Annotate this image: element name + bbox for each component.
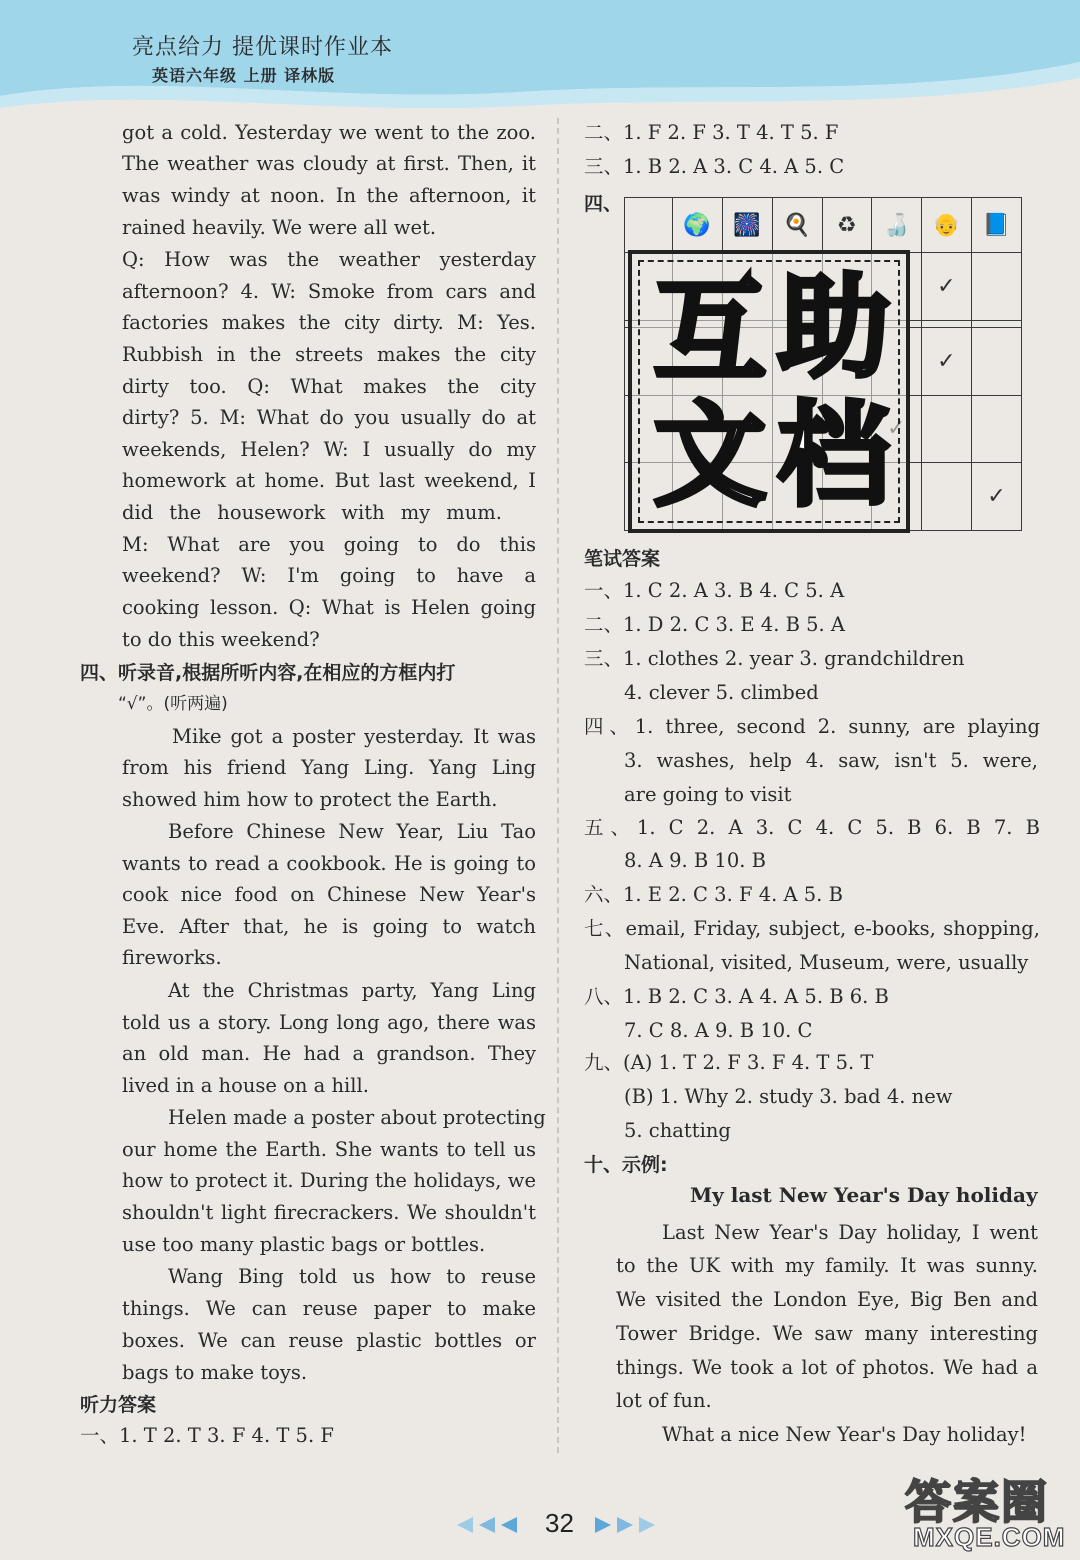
text-line: M: What are you going to do this [122, 533, 536, 556]
text-line: lived in a house on a hill. [122, 1074, 369, 1097]
text-line: to do this weekend? [122, 628, 320, 651]
text-line: an old man. He had a grandson. They [122, 1042, 536, 1065]
answer-line: 三、1. B 2. A 3. C 4. A 5. C [584, 155, 845, 178]
text-line: Wang Bing told us how to reuse [168, 1265, 536, 1288]
watermark-stamp [628, 250, 910, 533]
text-line: our home the Earth. She wants to tell us [122, 1138, 536, 1161]
cooking-picture-icon: 🍳 [772, 198, 822, 253]
text-line: bags to make toys. [122, 1361, 308, 1384]
text-line: told us a story. Long long ago, there was [122, 1011, 536, 1034]
text-line: afternoon? 4. W: Smoke from cars and [122, 280, 536, 303]
grandpa-picture-icon: 👴 [921, 198, 971, 253]
watermark-logo-text: 答案圈 [905, 1475, 1049, 1529]
essay-line: things. We took a lot of photos. We had a [616, 1356, 1038, 1379]
column-divider [557, 118, 559, 1453]
text-line: dirty? 5. M: What do you usually do at [122, 406, 536, 429]
book-subtitle: 英语六年级 上册 译林版 [152, 66, 336, 85]
watermark-url: MXQE.COM [913, 1522, 1066, 1552]
page-footer [455, 1508, 675, 1542]
text-line: Helen made a poster about protecting [168, 1106, 546, 1129]
text-line: wants to read a cookbook. He is going to [122, 852, 536, 875]
text-line: Eve. After that, he is going to watch [122, 915, 536, 938]
essay-title: My last New Year's Day holiday [690, 1183, 1038, 1207]
answer-line: 九、(A) 1. T 2. F 3. F 4. T 5. T [584, 1051, 874, 1074]
answer-line: 六、1. E 2. C 3. F 4. A 5. B [584, 883, 843, 906]
site-watermark [905, 1466, 1075, 1556]
text-line: from his friend Yang Ling. Yang Ling [122, 756, 536, 779]
section-heading-cont: “√”。(听两遍) [118, 694, 228, 714]
recycle-picture-icon: ♻ [822, 198, 871, 253]
text-line: Before Chinese New Year, Liu Tao [168, 820, 536, 843]
answer-line: 5. chatting [624, 1119, 731, 1142]
globe-picture-icon: 🌍 [672, 198, 722, 253]
text-line: shouldn't light firecrackers. We shouldn't [122, 1201, 536, 1224]
text-line: was windy at noon. In the afternoon, it [122, 184, 536, 207]
answer-line: 五、1. C 2. A 3. C 4. C 5. B 6. B 7. B [584, 816, 1040, 839]
text-line: cooking lesson. Q: What is Helen going [122, 596, 536, 619]
page-number: 32 [545, 1508, 574, 1538]
answer-line: 4. clever 5. climbed [624, 681, 819, 704]
answer-line: 四、1. three, second 2. sunny, are playing [584, 715, 1040, 738]
text-line: fireworks. [122, 946, 222, 969]
text-line: Q: How was the weather yesterday [122, 248, 536, 271]
stamp-char: 文 [654, 391, 766, 521]
answer-line: 八、1. B 2. C 3. A 4. A 5. B 6. B [584, 985, 889, 1008]
text-line: weekend? W: I'm going to have a [122, 564, 536, 587]
text-line: Rubbish in the streets makes the city [122, 343, 536, 366]
essay-line: Last New Year's Day holiday, I went [662, 1221, 1038, 1244]
text-line: The weather was cloudy at first. Then, it [122, 152, 536, 175]
answer-line: 三、1. clothes 2. year 3. grandchildren [584, 647, 965, 670]
text-line: use too many plastic bags or bottles. [122, 1233, 486, 1256]
answer-line: 二、1. F 2. F 3. T 4. T 5. F [584, 121, 839, 144]
text-line: cook nice food on Chinese New Year's [122, 883, 536, 906]
answer-line: 8. A 9. B 10. B [624, 849, 766, 872]
answer-line: 一、1. T 2. T 3. F 4. T 5. F [80, 1424, 334, 1447]
text-line: rained heavily. We were all wet. [122, 216, 437, 239]
answer-line: National, visited, Museum, were, usually [624, 951, 1029, 974]
section-label: 四、 [584, 193, 623, 215]
essay-line: We visited the London Eye, Big Ben and [616, 1288, 1038, 1311]
listening-heading: 听力答案 [80, 1394, 157, 1416]
stamp-char: 互 [654, 267, 766, 397]
check-mark: ✓ [971, 463, 1021, 531]
answer-line: are going to visit [624, 783, 792, 806]
text-line: did the housework with my mum. [122, 501, 502, 524]
written-heading: 笔试答案 [584, 548, 661, 570]
answer-line: 3. washes, help 4. saw, isn't 5. were, [624, 749, 1038, 772]
answer-line: 二、1. D 2. C 3. E 4. B 5. A [584, 613, 846, 636]
text-line: factories makes the city dirty. M: Yes. [122, 311, 536, 334]
section-heading: 四、听录音,根据所听内容,在相应的方框内打 [80, 662, 456, 684]
page-header [0, 0, 1080, 110]
text-line: Mike got a poster yesterday. It was [172, 725, 536, 748]
essay-line: lot of fun. [616, 1389, 712, 1412]
book-title: 亮点给力 提优课时作业本 [132, 35, 393, 60]
answer-line: (B) 1. Why 2. study 3. bad 4. new [624, 1085, 953, 1108]
check-mark: ✓ [921, 253, 971, 321]
text-line: At the Christmas party, Yang Ling [168, 979, 536, 1002]
stamp-char: 档 [778, 391, 890, 521]
text-line: things. We can reuse paper to make [122, 1297, 536, 1320]
text-line: homework at home. But last weekend, I [122, 469, 536, 492]
answer-line: 7. C 8. A 9. B 10. C [624, 1019, 813, 1042]
essay-line: What a nice New Year's Day holiday! [662, 1423, 1027, 1446]
text-line: showed him how to protect the Earth. [122, 788, 498, 811]
section-label: 十、示例: [584, 1154, 668, 1176]
answer-line: 七、email, Friday, subject, e-books, shopping, [584, 917, 1040, 940]
text-line: dirty too. Q: What makes the city [122, 375, 536, 398]
essay-line: Tower Bridge. We saw many interesting [616, 1322, 1038, 1345]
fireworks-picture-icon: 🎆 [722, 198, 772, 253]
text-line: boxes. We can reuse plastic bottles or [122, 1329, 536, 1352]
text-line: got a cold. Yesterday we went to the zoo. [122, 121, 536, 144]
book-picture-icon: 📘 [971, 198, 1021, 253]
stamp-char: 助 [778, 263, 890, 393]
bottles-picture-icon: 🍶 [871, 198, 921, 253]
check-mark: ✓ [921, 327, 971, 395]
text-line: how to protect it. During the holidays, we [122, 1169, 536, 1192]
text-line: weekends, Helen? W: I usually do my [122, 438, 536, 461]
answer-line: 一、1. C 2. A 3. B 4. C 5. A [584, 579, 845, 602]
essay-line: to the UK with my family. It was sunny. [616, 1254, 1038, 1277]
